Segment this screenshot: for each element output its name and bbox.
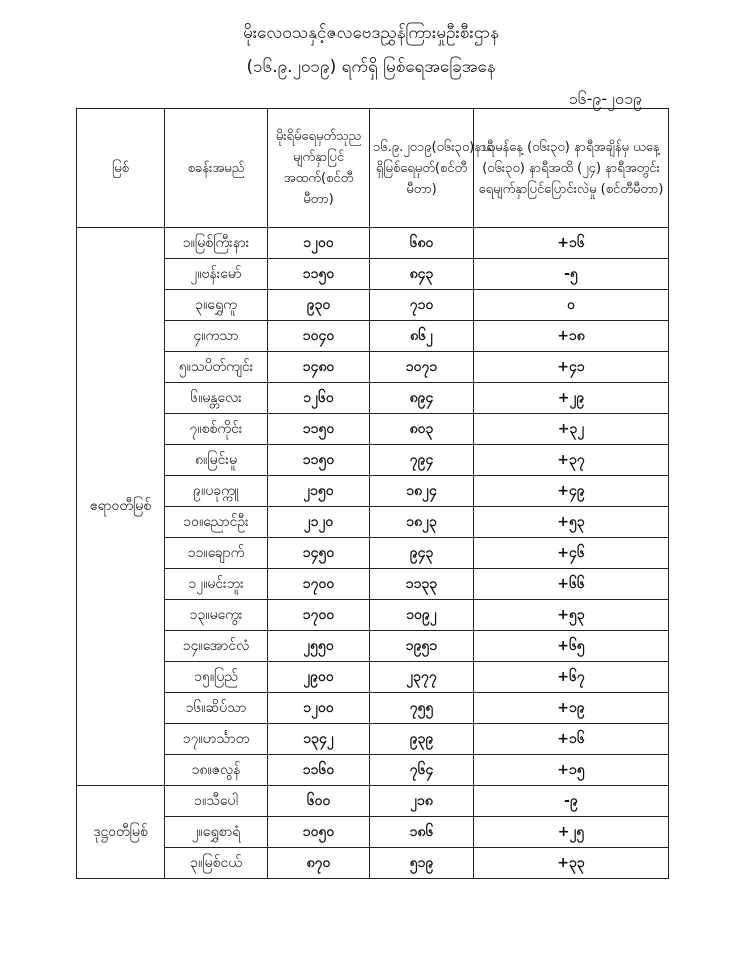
col-header-24h-change: ယမန်နေ့ (၀၆း၃၀) နာရီအချိန်မှ ယနေ့ (၀၆း၃၀) နာရီအထိ (၂၄) နာရီအတွင်း ရေမျက်နှာပြင်ပြောင်းလဲမှု (စင်တီမီတာ) xyxy=(474,109,669,228)
current-level-cell: ၉၄၃ xyxy=(370,538,474,569)
table-row xyxy=(77,817,669,848)
level-change-cell: +၆၆ xyxy=(474,569,669,600)
current-level-cell: ၁၈၂၃ xyxy=(370,507,474,538)
station-name: ၂။ဗန်းမော် xyxy=(165,259,268,290)
danger-level-cell: ၁၂၀၀ xyxy=(268,228,370,259)
table-row xyxy=(77,383,669,414)
level-change-cell: +၆၅ xyxy=(474,631,669,662)
table-row xyxy=(77,569,669,600)
table-row xyxy=(77,259,669,290)
danger-level-cell: ၁၄၈၀ xyxy=(268,352,370,383)
danger-level-cell: ၉၃၀ xyxy=(268,290,370,321)
current-level-cell: ၁၀၉၂ xyxy=(370,600,474,631)
level-change-cell: +၁၈ xyxy=(474,321,669,352)
level-change-cell: -၅ xyxy=(474,259,669,290)
level-change-cell: +၂၅ xyxy=(474,817,669,848)
table-header xyxy=(77,109,669,228)
danger-level-cell: ၁၄၅၀ xyxy=(268,538,370,569)
level-change-cell: +၃၂ xyxy=(474,414,669,445)
current-level-cell: ၈၆၂ xyxy=(370,321,474,352)
current-level-cell: ၈၉၄ xyxy=(370,383,474,414)
table-row xyxy=(77,786,669,817)
station-name: ၁၅။ပြည် xyxy=(165,662,268,693)
level-change-cell: +၄၆ xyxy=(474,538,669,569)
table-row xyxy=(77,476,669,507)
level-change-cell: +၅၃ xyxy=(474,600,669,631)
col-header-current-level: ၁၆.၉.၂၀၁၉(၀၆း၃၀)နာရီရှိမြစ်ရေမှတ်(စင်တီမီတာ) xyxy=(370,109,474,228)
report-date: ၁၆-၉-၂၀၁၉ xyxy=(568,89,642,108)
river-level-table xyxy=(76,108,669,879)
danger-level-cell: ၁၁၅၀ xyxy=(268,259,370,290)
danger-level-cell: ၆၀၀ xyxy=(268,786,370,817)
table-row xyxy=(77,290,669,321)
current-level-cell: ၈၄၃ xyxy=(370,259,474,290)
station-name: ၄။ကသာ xyxy=(165,321,268,352)
danger-level-cell: ၂၅၅၀ xyxy=(268,631,370,662)
col-header-station: စခန်းအမည် xyxy=(165,109,268,228)
station-name: ၁။မြစ်ကြီးနား xyxy=(165,228,268,259)
danger-level-cell: ၂၁၅၀ xyxy=(268,476,370,507)
station-name: ၂။ရွှေစာရံ xyxy=(165,817,268,848)
col-header-river: မြစ် xyxy=(77,109,165,228)
level-change-cell: +၅၃ xyxy=(474,507,669,538)
station-name: ၁၆။ဆိပ်သာ xyxy=(165,693,268,724)
current-level-cell: ၇၅၅ xyxy=(370,693,474,724)
table-row xyxy=(77,724,669,755)
table-row xyxy=(77,352,669,383)
river-name: ဧရာဝတီမြစ် xyxy=(77,228,165,786)
table-row xyxy=(77,321,669,352)
station-name: ၃။ရွှေကူ xyxy=(165,290,268,321)
danger-level-cell: ၁၀၄၀ xyxy=(268,321,370,352)
danger-level-cell: ၂၁၂၀ xyxy=(268,507,370,538)
current-level-cell: ၈၀၃ xyxy=(370,414,474,445)
station-name: ၁။သီပေါ xyxy=(165,786,268,817)
danger-level-cell: ၁၀၅၀ xyxy=(268,817,370,848)
danger-level-cell: ၁၂၆၀ xyxy=(268,383,370,414)
station-name: ၃။မြစ်ငယ် xyxy=(165,848,268,879)
table-row xyxy=(77,693,669,724)
level-change-cell: +၂၉ xyxy=(474,383,669,414)
level-change-cell: +၁၉ xyxy=(474,693,669,724)
station-name: ၅။သပိတ်ကျင်း xyxy=(165,352,268,383)
danger-level-cell: ၁၇၀၀ xyxy=(268,569,370,600)
table-row xyxy=(77,848,669,879)
table-row xyxy=(77,538,669,569)
table-row xyxy=(77,631,669,662)
level-change-cell: -၉ xyxy=(474,786,669,817)
current-level-cell: ၁၁၃၃ xyxy=(370,569,474,600)
page-subtitle: (၁၆.၉.၂၀၁၉) ရက်ရှိ မြစ်ရေအခြေအနေ xyxy=(246,57,496,77)
danger-level-cell: ၁၃၄၂ xyxy=(268,724,370,755)
col-header-danger-level: မိုးရိမ်ရေမှတ်သုညမျက်နှာပြင်အထက်(စင်တီမီတာ) xyxy=(268,109,370,228)
station-name: ၈။မြင်းမူ xyxy=(165,445,268,476)
station-name: ၁၇။ဟင်္သာတ xyxy=(165,724,268,755)
station-name: ၁၁။ချောက် xyxy=(165,538,268,569)
station-name: ၁၈။ဇလွန် xyxy=(165,755,268,786)
table-body xyxy=(77,228,669,879)
danger-level-cell: ၁၂၀၀ xyxy=(268,693,370,724)
current-level-cell: ၁၀၇၁ xyxy=(370,352,474,383)
danger-level-cell: ၁၇၀၀ xyxy=(268,600,370,631)
current-level-cell: ၅၁၉ xyxy=(370,848,474,879)
current-level-cell: ၂၃၇၇ xyxy=(370,662,474,693)
table-row xyxy=(77,662,669,693)
current-level-cell: ၂၁၈ xyxy=(370,786,474,817)
level-change-cell: +၆၇ xyxy=(474,662,669,693)
current-level-cell: ၇၉၄ xyxy=(370,445,474,476)
danger-level-cell: ၈၇၀ xyxy=(268,848,370,879)
level-change-cell: +၁၆ xyxy=(474,228,669,259)
station-name: ၁၄။အောင်လံ xyxy=(165,631,268,662)
river-name: ဒုဋ္ဌဝတီမြစ် xyxy=(77,786,165,879)
current-level-cell: ၁၈၆ xyxy=(370,817,474,848)
current-level-cell: ၆၈၀ xyxy=(370,228,474,259)
station-name: ၉။ပခုက္ကူ xyxy=(165,476,268,507)
current-level-cell: ၁၉၅၁ xyxy=(370,631,474,662)
current-level-cell: ၇၆၄ xyxy=(370,755,474,786)
table-row xyxy=(77,600,669,631)
level-change-cell: +၄၁ xyxy=(474,352,669,383)
danger-level-cell: ၁၁၅၀ xyxy=(268,414,370,445)
level-change-cell: +၃၃ xyxy=(474,848,669,879)
level-change-cell: +၁၅ xyxy=(474,755,669,786)
danger-level-cell: ၁၁၅၀ xyxy=(268,445,370,476)
table-row xyxy=(77,414,669,445)
level-change-cell: +၁၆ xyxy=(474,724,669,755)
table-row xyxy=(77,507,669,538)
station-name: ၆။မန္တလေး xyxy=(165,383,268,414)
table-row xyxy=(77,755,669,786)
table-row xyxy=(77,445,669,476)
header-row xyxy=(77,109,669,228)
station-name: ၁၀။ညောင်ဦး xyxy=(165,507,268,538)
station-name: ၇။စစ်ကိုင်း xyxy=(165,414,268,445)
current-level-cell: ၉၃၉ xyxy=(370,724,474,755)
danger-level-cell: ၁၁၆၀ xyxy=(268,755,370,786)
level-change-cell: +၄၉ xyxy=(474,476,669,507)
current-level-cell: ၁၈၂၄ xyxy=(370,476,474,507)
station-name: ၁၂။မင်းဘူး xyxy=(165,569,268,600)
station-name: ၁၃။မကွေး xyxy=(165,600,268,631)
level-change-cell: +၃၇ xyxy=(474,445,669,476)
danger-level-cell: ၂၉၀၀ xyxy=(268,662,370,693)
level-change-cell: ၀ xyxy=(474,290,669,321)
table-row xyxy=(77,228,669,259)
page-title: မိုးလေဝသနှင့်ဇလဗေဒညွှန်ကြားမှုဦးစီးဌာန xyxy=(243,23,499,43)
current-level-cell: ၇၁၀ xyxy=(370,290,474,321)
